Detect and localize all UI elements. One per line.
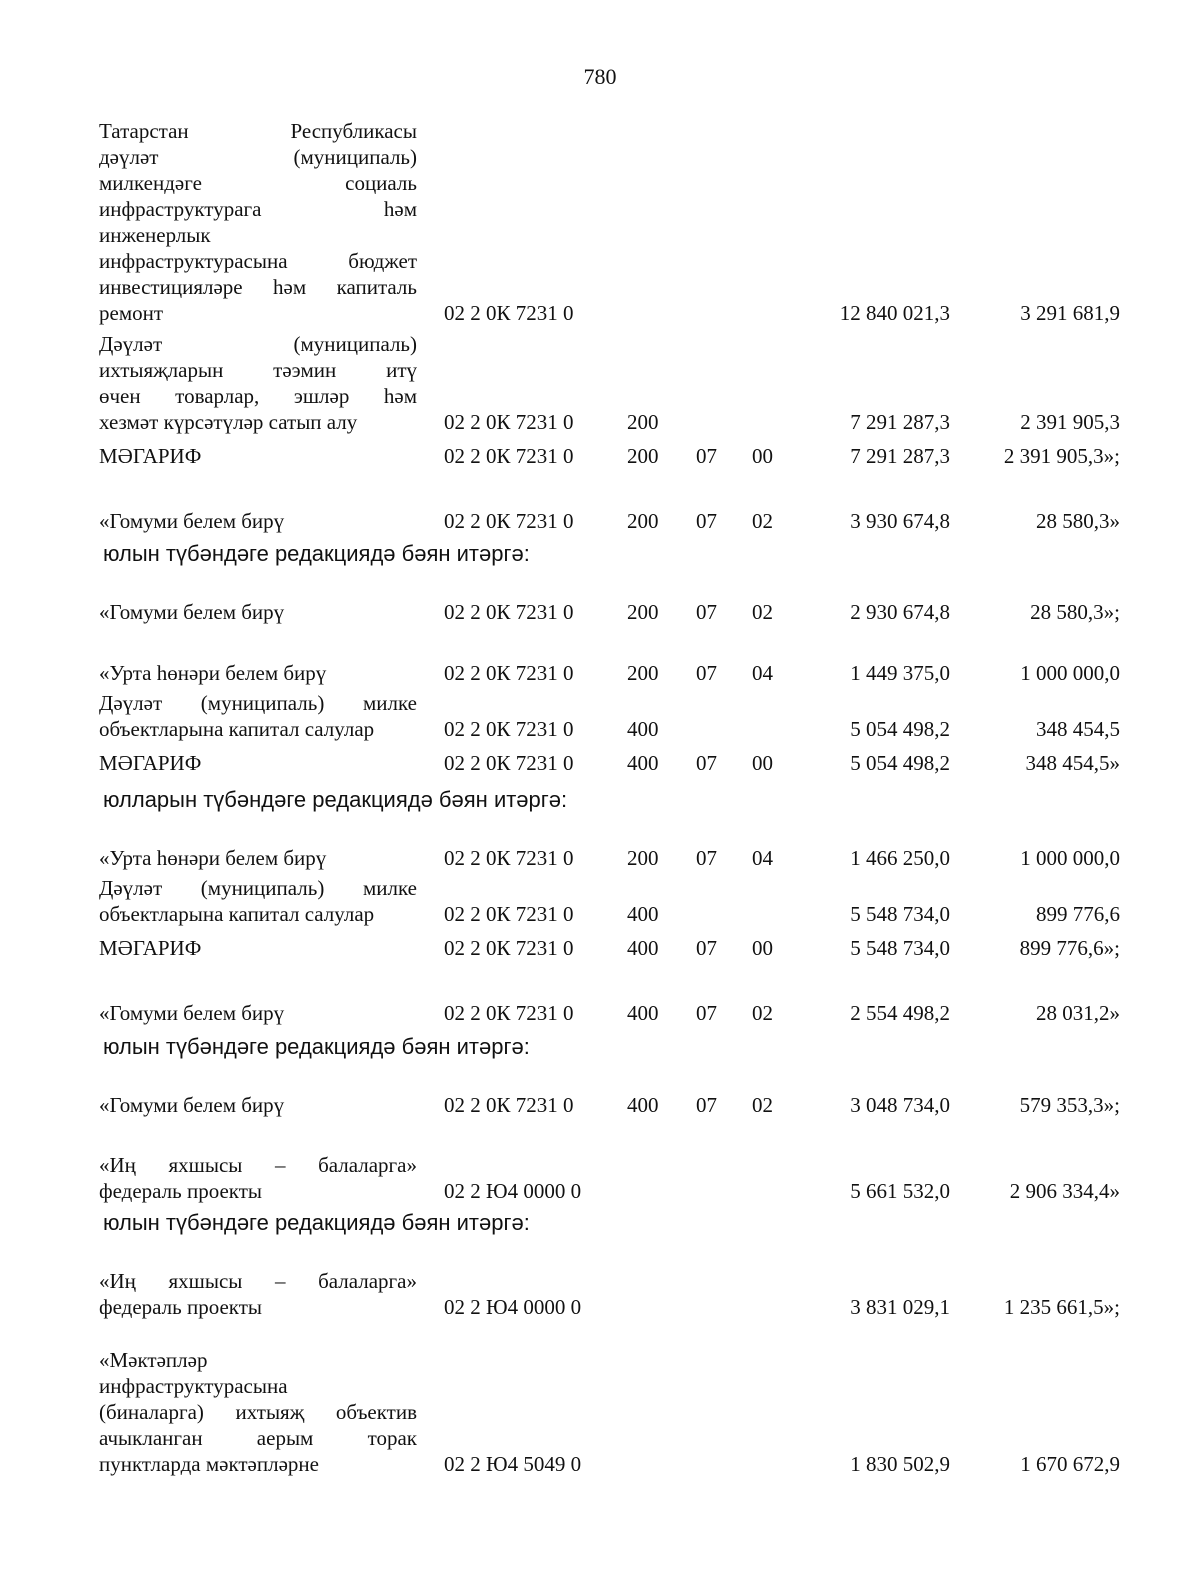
amount-2021: 2 391 905,3»; [1003,444,1120,468]
amount-2020: 5 548 734,0 [850,902,950,926]
expense-type-code: 200 [627,600,659,624]
subsection-code: 04 [752,661,773,685]
amount-2021: 28 031,2» [1036,1001,1120,1025]
expense-type-code: 200 [627,444,659,468]
description-line: ихтыяҗларын тәэмин итү [99,358,417,382]
row-description [99,935,417,961]
table-row [0,599,1200,625]
description-line: (биналарга) ихтыяҗ объектив [99,1400,417,1424]
edit-instruction: юлын түбәндәге редакциядә бәян итәргә: [103,1210,530,1235]
section-code: 07 [696,1093,717,1117]
description-line: «Урта һөнәри белем бирү [99,661,327,685]
target-article-code: 02 2 Ю4 5049 0 [444,1452,582,1476]
target-article-code: 02 2 0К 7231 0 [444,301,574,325]
section-code: 07 [696,509,717,533]
description-line: инвестицияләре һәм капиталь [99,275,417,299]
amount-2020: 12 840 021,3 [839,301,950,325]
edit-instruction: юлын түбәндәге редакциядә бәян итәргә: [103,1034,530,1059]
table-row [0,845,1200,871]
amount-2020: 7 291 287,3 [850,444,950,468]
description-line: «Гомуми белем бирү [99,600,285,624]
expense-type-code: 200 [627,661,659,685]
table-row [0,660,1200,686]
target-article-code: 02 2 0К 7231 0 [444,717,574,741]
amount-2021: 2 906 334,4» [1009,1179,1120,1203]
row-description [99,1268,417,1320]
description-line: «Гомуми белем бирү [99,1093,285,1117]
amount-2021: 1 000 000,0 [1020,846,1120,870]
expense-type-code: 200 [627,846,659,870]
description-line: «Гомуми белем бирү [99,509,285,533]
expense-type-code: 200 [627,509,659,533]
row-description [99,1152,417,1204]
target-article-code: 02 2 0К 7231 0 [444,751,574,775]
table-row [0,508,1200,534]
table-row [0,876,1200,927]
amount-2020: 2 554 498,2 [850,1001,950,1025]
amount-2021: 348 454,5» [1025,751,1120,775]
subsection-code: 02 [752,509,773,533]
expense-type-code: 400 [627,1093,659,1117]
subsection-code: 02 [752,1093,773,1117]
description-line: «Иң яхшысы – балаларга» [99,1153,417,1177]
subsection-code: 02 [752,600,773,624]
edit-instruction: юлын түбәндәге редакциядә бәян итәргә: [103,541,530,566]
row-description [99,1000,417,1026]
description-line: Татарстан Республикасы [99,119,417,143]
table-row [0,1092,1200,1118]
description-line: инфраструктурасына бюджет [99,249,417,273]
table-row [0,1348,1200,1477]
amount-2020: 3 831 029,1 [850,1295,950,1319]
row-description [99,1092,417,1118]
expense-type-code: 400 [627,751,659,775]
amount-2020: 5 548 734,0 [850,936,950,960]
target-article-code: 02 2 0К 7231 0 [444,600,574,624]
section-code: 07 [696,751,717,775]
target-article-code: 02 2 0К 7231 0 [444,410,574,434]
description-line: «Гомуми белем бирү [99,1001,285,1025]
row-description [99,443,417,469]
row-description [99,1347,417,1477]
description-line: милкендәге социаль [99,171,417,195]
amount-2021: 579 353,3»; [1019,1093,1120,1117]
table-row [0,1153,1200,1204]
target-article-code: 02 2 0К 7231 0 [444,846,574,870]
table-row [0,443,1200,469]
target-article-code: 02 2 0К 7231 0 [444,1093,574,1117]
description-line: федераль проекты [99,1179,262,1203]
amount-2021: 28 580,3»; [1030,600,1120,624]
amount-2021: 1 670 672,9 [1020,1452,1120,1476]
amount-2021: 1 235 661,5»; [1003,1295,1120,1319]
edit-instruction: юлларын түбәндәге редакциядә бәян итәргә: [103,787,568,812]
amount-2020: 5 661 532,0 [850,1179,950,1203]
description-line: ачыкланган аерым торак [99,1426,417,1450]
description-line: өчен товарлар, эшләр һәм [99,384,417,408]
section-code: 07 [696,936,717,960]
target-article-code: 02 2 Ю4 0000 0 [444,1295,582,1319]
table-row [0,119,1200,326]
section-code: 07 [696,661,717,685]
section-code: 07 [696,1001,717,1025]
amount-2020: 2 930 674,8 [850,600,950,624]
target-article-code: 02 2 0К 7231 0 [444,509,574,533]
target-article-code: 02 2 0К 7231 0 [444,444,574,468]
description-line: объектларына капитал салулар [99,717,375,741]
expense-type-code: 400 [627,1001,659,1025]
table-row [0,1269,1200,1320]
amount-2021: 1 000 000,0 [1020,661,1120,685]
amount-2020: 7 291 287,3 [850,410,950,434]
description-line: ремонт [99,301,164,325]
section-code: 07 [696,600,717,624]
description-line: «Мәктәпләр [99,1348,208,1372]
subsection-code: 00 [752,936,773,960]
expense-type-code: 400 [627,717,659,741]
table-row [0,935,1200,961]
expense-type-code: 400 [627,902,659,926]
description-line: инженерлык [99,223,211,247]
section-code: 07 [696,846,717,870]
description-line: Дәүләт (муниципаль) милке [99,691,417,715]
expense-type-code: 200 [627,410,659,434]
row-description [99,875,417,927]
description-line: дәүләт (муниципаль) [99,145,417,169]
table-row [0,691,1200,742]
target-article-code: 02 2 0К 7231 0 [444,1001,574,1025]
amount-2020: 3 930 674,8 [850,509,950,533]
subsection-code: 02 [752,1001,773,1025]
amount-2020: 1 449 375,0 [850,661,950,685]
description-line: «Урта һөнәри белем бирү [99,846,327,870]
subsection-code: 00 [752,444,773,468]
table-row [0,1000,1200,1026]
target-article-code: 02 2 0К 7231 0 [444,902,574,926]
amount-2021: 899 776,6 [1036,902,1120,926]
description-line: объектларына капитал салулар [99,902,375,926]
row-description [99,690,417,742]
page-number: 780 [583,64,617,89]
row-description [99,660,417,686]
amount-2021: 348 454,5 [1036,717,1120,741]
amount-2020: 3 048 734,0 [850,1093,950,1117]
amount-2021: 28 580,3» [1036,509,1120,533]
description-line: пунктларда мәктәпләрне [99,1452,319,1476]
description-line: инфраструктурасына [99,1374,288,1398]
description-line: хезмәт күрсәтүләр сатып алу [99,410,358,434]
description-line: федераль проекты [99,1295,262,1319]
description-line: МӘГАРИФ [99,936,202,960]
table-row [0,332,1200,435]
row-description [99,331,417,435]
row-description [99,599,417,625]
section-code: 07 [696,444,717,468]
description-line: Дәүләт (муниципаль) [99,332,417,356]
subsection-code: 00 [752,751,773,775]
target-article-code: 02 2 0К 7231 0 [444,936,574,960]
description-line: МӘГАРИФ [99,444,202,468]
description-line: Дәүләт (муниципаль) милке [99,876,417,900]
row-description [99,845,417,871]
row-description [99,508,417,534]
amount-2021: 899 776,6»; [1019,936,1120,960]
description-line: инфраструктурага һәм [99,197,417,221]
amount-2020: 1 830 502,9 [850,1452,950,1476]
subsection-code: 04 [752,846,773,870]
amount-2020: 5 054 498,2 [850,751,950,775]
amount-2021: 2 391 905,3 [1020,410,1120,434]
row-description [99,750,417,776]
amount-2021: 3 291 681,9 [1020,301,1120,325]
target-article-code: 02 2 0К 7231 0 [444,661,574,685]
row-description [99,118,417,326]
table-row [0,750,1200,776]
description-line: МӘГАРИФ [99,751,202,775]
expense-type-code: 400 [627,936,659,960]
target-article-code: 02 2 Ю4 0000 0 [444,1179,582,1203]
amount-2020: 1 466 250,0 [850,846,950,870]
amount-2020: 5 054 498,2 [850,717,950,741]
description-line: «Иң яхшысы – балаларга» [99,1269,417,1293]
